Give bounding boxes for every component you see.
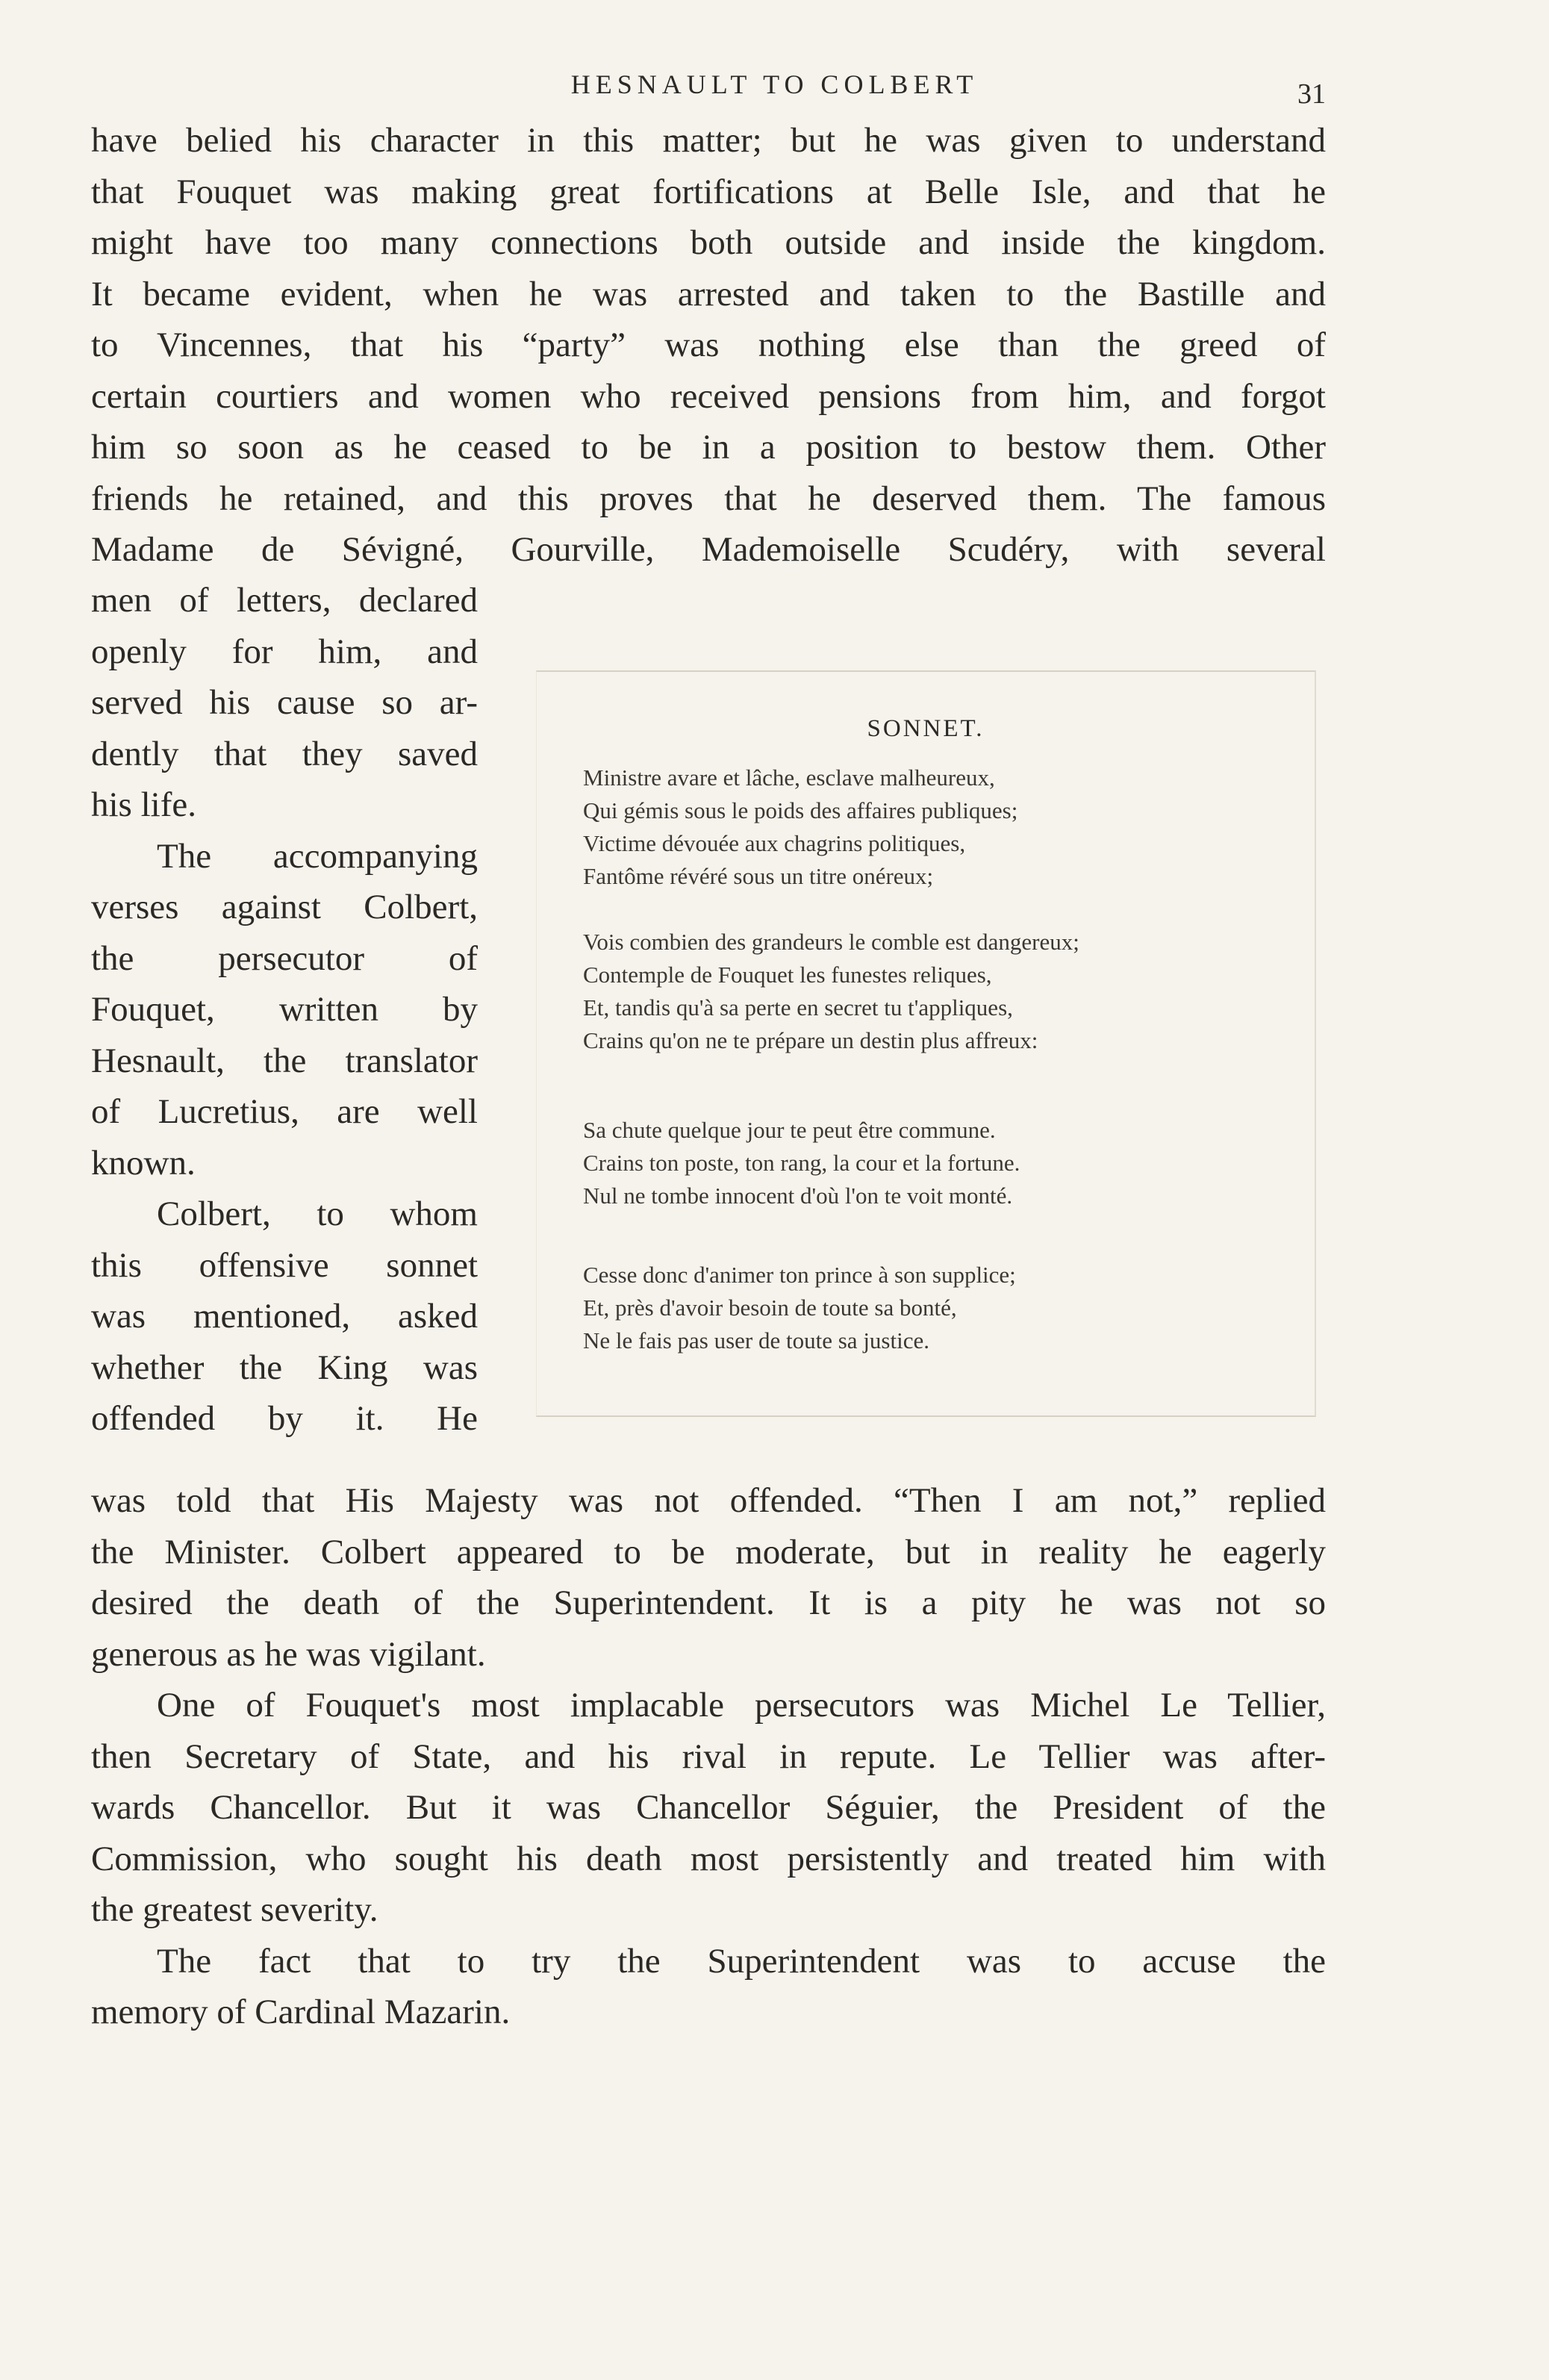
text-line: have belied his character in this matter; but he was given to understand — [91, 121, 1326, 160]
text-line: Fouquet, written by — [91, 990, 478, 1029]
text-line: dently that they saved — [91, 734, 478, 773]
sonnet-line: Ministre avare et lâche, esclave malheureux, — [583, 764, 995, 791]
text-line: openly for him, and — [91, 632, 478, 671]
bottom-paragraphs — [91, 1475, 1326, 2038]
sonnet-line: Et, tandis qu'à sa perte en secret tu t'appliques, — [583, 994, 1013, 1021]
sonnet-box — [536, 670, 1316, 1417]
sonnet-line: Fantôme révéré sous un titre onéreux; — [583, 863, 934, 889]
sonnet-title: SONNET. — [867, 715, 985, 742]
sonnet-line: Nul ne tombe innocent d'où l'on te voit monté. — [583, 1183, 1013, 1209]
sonnet-line: Victime dévouée aux chagrins politiques, — [583, 830, 966, 856]
text-line: Commission, who sought his death most persistently and treated him with — [91, 1839, 1326, 1878]
sonnet-line: Et, près d'avoir besoin de toute sa bonté, — [583, 1295, 957, 1321]
text-line: this offensive sonnet — [91, 1245, 478, 1285]
text-line: might have too many connections both outside and inside the kingdom. — [91, 223, 1326, 262]
sonnet-line: Crains qu'on ne te prépare un destin plus affreux: — [583, 1027, 1038, 1053]
text-line: The accompanying — [157, 836, 478, 876]
text-line: friends he retained, and this proves that he deserved them. The famous — [91, 479, 1326, 518]
text-line: memory of Cardinal Mazarin. — [91, 1993, 511, 2031]
text-line: men of letters, declared — [91, 581, 478, 620]
text-line: served his cause so ar- — [91, 683, 478, 722]
text-line: It became evident, when he was arrested and taken to the Bastille and — [91, 274, 1326, 314]
sonnet-line: Cesse donc d'animer ton prince à son supplice; — [583, 1262, 1016, 1288]
text-line: the Minister. Colbert appeared to be moderate, but in reality he eagerly — [91, 1532, 1326, 1571]
text-line: the greatest severity. — [91, 1890, 378, 1929]
text-line: The fact that to try the Superintendent was to accuse the — [157, 1941, 1326, 1981]
text-line: generous as he was vigilant. — [91, 1634, 486, 1674]
text-line: wards Chancellor. But it was Chancellor Séguier, the President of the — [91, 1788, 1326, 1827]
text-line: certain courtiers and women who received pensions from him, and forgot — [91, 376, 1326, 416]
text-line: whether the King was — [91, 1348, 478, 1387]
text-line: that Fouquet was making great fortifications at Belle Isle, and that he — [91, 172, 1326, 211]
sonnet-line: Contemple de Fouquet les funestes reliques, — [583, 962, 992, 988]
text-line: Madame de Sévigné, Gourville, Mademoiselle Scudéry, with several — [91, 530, 1326, 569]
text-line: Hesnault, the translator — [91, 1041, 478, 1080]
text-line: Colbert, to whom — [157, 1194, 478, 1233]
text-line: the persecutor of — [91, 938, 478, 978]
text-line: was told that His Majesty was not offended. “Then I am not,” replied — [91, 1481, 1326, 1520]
text-line: his life. — [91, 785, 196, 824]
text-line: offended by it. He — [91, 1399, 478, 1438]
sonnet-line: Sa chute quelque jour te peut être commune. — [583, 1117, 996, 1143]
text-line: to Vincennes, that his “party” was nothing else than the greed of — [91, 325, 1326, 364]
sonnet-line: Qui gémis sous le poids des affaires publiques; — [583, 797, 1018, 823]
running-head: HESNAULT TO COLBERT — [570, 69, 979, 99]
text-line: One of Fouquet's most implacable persecutors was Michel Le Tellier, — [157, 1686, 1326, 1725]
sonnet-line: Crains ton poste, ton rang, la cour et la fortune. — [583, 1150, 1020, 1176]
narrow-column — [91, 575, 478, 1445]
page-number: 31 — [1297, 78, 1326, 110]
top-paragraph — [91, 115, 1326, 576]
text-line: known. — [91, 1143, 196, 1183]
text-line: him so soon as he ceased to be in a position to bestow them. Other — [91, 428, 1326, 467]
sonnet-line: Ne le fais pas user de toute sa justice. — [583, 1327, 929, 1353]
sonnet-line: Vois combien des grandeurs le comble est dangereux; — [583, 929, 1079, 955]
text-line: was mentioned, asked — [91, 1297, 478, 1336]
text-line: then Secretary of State, and his rival in repute. Le Tellier was after- — [91, 1736, 1326, 1776]
text-line: desired the death of the Superintendent. It is a pity he was not so — [91, 1583, 1326, 1622]
text-line: verses against Colbert, — [91, 888, 478, 926]
text-line: of Lucretius, are well — [91, 1092, 478, 1131]
